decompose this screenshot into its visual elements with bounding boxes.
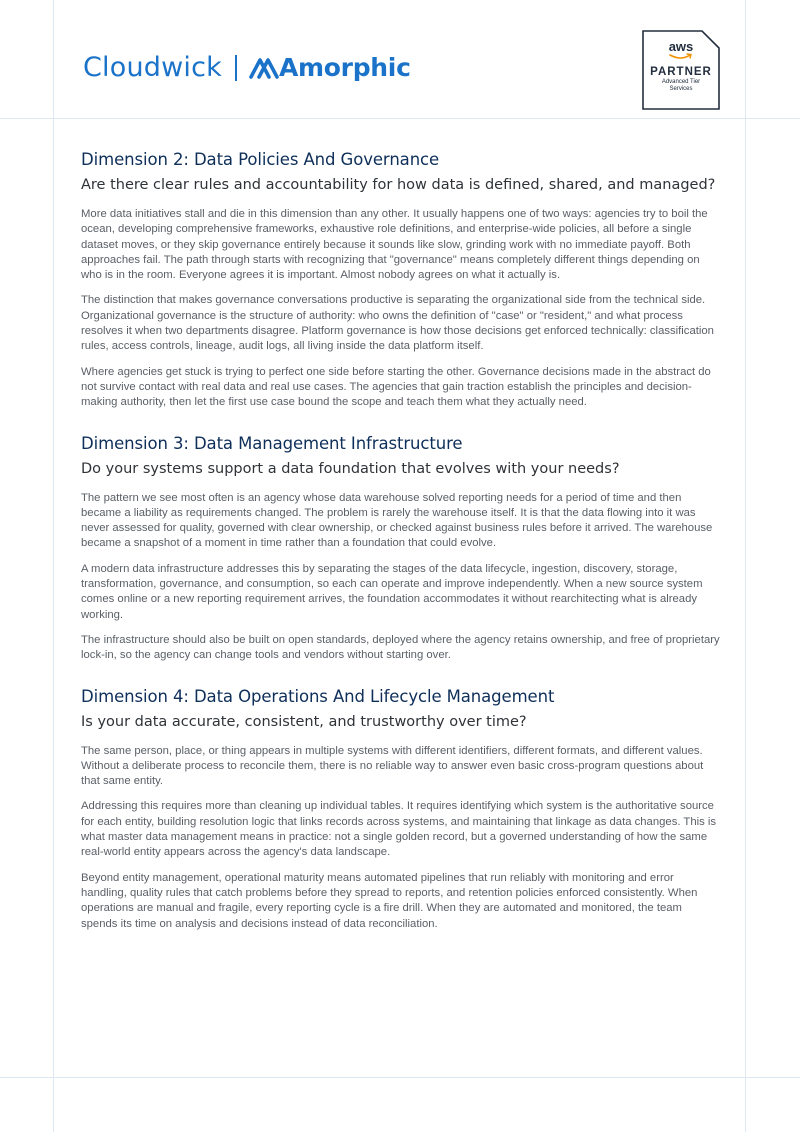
document-body <box>81 149 721 942</box>
tier-line-2: Services <box>669 86 693 92</box>
section-subheading: Are there clear rules and accountability for how data is defined, shared, and managed? <box>81 177 716 193</box>
amorphic-mark-icon <box>249 56 279 80</box>
section-subheading: Is your data accurate, consistent, and trustworthy over time? <box>81 713 527 730</box>
footer-divider <box>0 1077 800 1078</box>
section-heading: Dimension 2: Data Policies And Governance <box>81 150 440 169</box>
paragraph: The infrastructure should also be built on open standards, deployed where the agency retains ownership, and free of proprietary lock-in, so the agency can change tools and vendors without starting over. <box>81 633 720 662</box>
tier-line-1: Advanced Tier <box>661 79 701 85</box>
badge-text <box>642 40 720 93</box>
left-margin-guide <box>53 0 54 1132</box>
section-dimension-2 <box>81 149 721 411</box>
aws-smile-icon <box>668 53 694 60</box>
paragraph: More data initiatives stall and die in this dimension than any other. It usually happens one of two ways: agencies try to boil the ocean, developing comprehensive frameworks, exhaustive role definitions, and enterprise-wide policies, all before a single dataset moves, or they skip governance entirely because it sounds like slow, grinding work with no immediate payoff. Both approaches fail. The path through starts with recognizing that "governance" means completely different things depending on who is in the room. Everyone agrees it is important. Almost nobody agrees on what it actually is. <box>81 208 708 282</box>
paragraph: A modern data infrastructure addresses this by separating the stages of the data lifecycle, ingestion, discovery, storage, transformation, governance, and consumption, so each can operate and improve independently. When a new source system comes online or a new reporting requirement arrives, the foundation accommodates it without rearchitecting what is already working. <box>81 562 703 621</box>
cloudwick-wordmark: Cloudwick <box>83 52 222 83</box>
paragraph: The same person, place, or thing appears in multiple systems with different identifiers, different formats, and different values. Without a deliberate process to reconcile them, there is no reliable way to answer even basic cross-program questions about that same entity. <box>81 744 704 788</box>
section-heading: Dimension 3: Data Management Infrastructure <box>81 433 463 453</box>
aws-logo-text: aws <box>668 39 694 54</box>
section-subheading: Do your systems support a data foundation that evolves with your needs? <box>81 460 620 477</box>
logo-separator <box>235 55 237 81</box>
paragraph: The pattern we see most often is an agency whose data warehouse solved reporting needs for a period of time and then became a liability as requirements changed. The problem is rarely the warehouse itself. It is that the data flowing into it was never assessed for quality, governed with clear ownership, or checked against business rules before it arrived. The warehouse became a snapshot of a moment in time rather than a foundation that could evolve. <box>81 491 713 550</box>
partner-label: PARTNER <box>650 66 712 78</box>
section-heading: Dimension 4: Data Operations And Lifecycle Management <box>81 686 555 706</box>
brand-logo <box>83 52 411 83</box>
paragraph: The distinction that makes governance conversations productive is separating the organizational side from the technical side. Organizational governance is the structure of authority: who owns the definition of "case" or "resident," and what process resolves it when two departments disagree. Platform governance is how those decisions get enforced technically: classification rules, access controls, lineage, audit logs, all living inside the data platform itself. <box>81 294 714 353</box>
aws-partner-badge <box>642 30 720 110</box>
paragraph: Where agencies get stuck is trying to perfect one side before starting the other. Governance decisions made in the abstract do not survive contact with real data and real use cases. The agencies that gain traction establish the principles and decision-making authority, then let the first use case bound the scope and teach them what they actually need. <box>81 365 711 409</box>
amorphic-logo <box>249 53 411 82</box>
header-divider <box>0 118 800 119</box>
paragraph: Beyond entity management, operational maturity means automated pipelines that run reliably with monitoring and error handling, quality rules that catch problems before they spread to reports, and retention policies enforced consistently. When operations are manual and fragile, every reporting cycle is a fire drill. When they are automated and monitored, the team spends its time on analysis and decisions instead of data reconciliation. <box>81 871 698 930</box>
right-margin-guide <box>745 0 746 1132</box>
amorphic-wordmark: Amorphic <box>279 53 411 82</box>
section-dimension-3 <box>81 433 721 664</box>
paragraph: Addressing this requires more than cleaning up individual tables. It requires identifying which system is the authoritative source for each entity, building resolution logic that links records across systems, and maintaining that linkage as data changes. This is what master data management means in practice: not a single golden record, but a governed understanding of how the same real-world entity appears across the agency's data landscape. <box>81 800 717 859</box>
section-dimension-4 <box>81 686 721 932</box>
